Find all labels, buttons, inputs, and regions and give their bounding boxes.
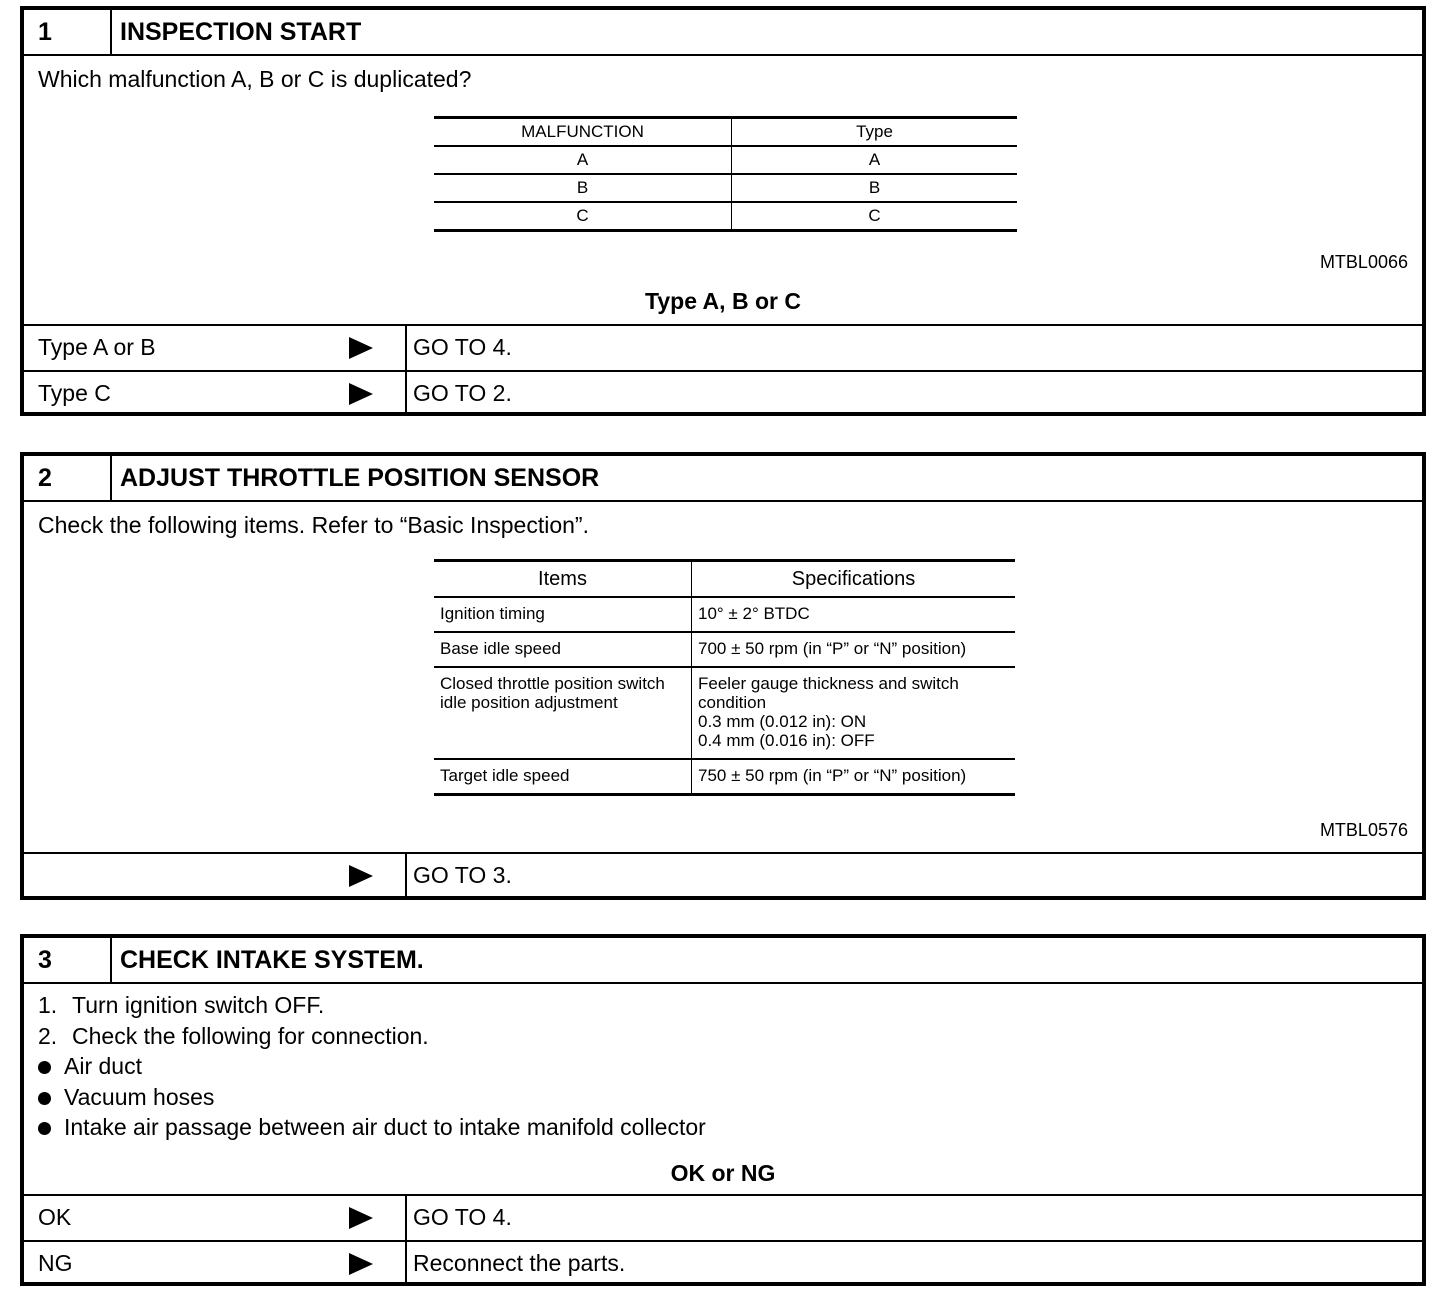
- result-action: GO TO 4.: [413, 334, 512, 360]
- table-cell: Base idle speed: [434, 632, 692, 667]
- step-3-body: [24, 984, 1422, 1196]
- table-row: [434, 632, 1015, 667]
- table-cell: Target idle speed: [434, 759, 692, 795]
- instruction-list: [38, 990, 706, 1143]
- step-2-result-row: [24, 854, 1422, 898]
- step-1-prompt: Which malfunction A, B or C is duplicated?: [38, 66, 472, 92]
- instruction-item: [38, 990, 706, 1021]
- table-cell: 10° ± 2° BTDC: [692, 597, 1016, 632]
- step-2-number: 2: [24, 456, 112, 500]
- result-condition-label: Type A or B: [38, 334, 156, 360]
- result-condition: [24, 1242, 407, 1284]
- bullet-icon: [38, 1092, 51, 1105]
- bullet-item: [38, 1082, 706, 1113]
- step-3-box: [20, 934, 1426, 1286]
- table-row: [434, 667, 1015, 759]
- table-cell: B: [434, 174, 732, 202]
- step-2-header: [24, 456, 1422, 502]
- result-action: GO TO 4.: [413, 1204, 512, 1230]
- step-1-title: INSPECTION START: [120, 18, 362, 46]
- step-1-figure-code: MTBL0066: [1319, 252, 1408, 272]
- table-row: [434, 174, 1017, 202]
- step-1-result-row-c: [24, 370, 1422, 414]
- table-header-row: [434, 118, 1017, 147]
- arrow-right-icon: [349, 865, 373, 887]
- table-cell: 750 ± 50 rpm (in “P” or “N” position): [698, 766, 967, 785]
- step-2-box: [20, 452, 1426, 900]
- bullet-icon: [38, 1122, 51, 1135]
- bullet-icon: [38, 1061, 51, 1074]
- step-1-box: [20, 6, 1426, 416]
- instruction-text: Turn ignition switch OFF.: [72, 992, 325, 1018]
- result-condition-label: OK: [38, 1204, 72, 1230]
- step-2-body: [24, 502, 1422, 854]
- table-row: [434, 597, 1015, 632]
- table-cell: C: [434, 202, 732, 231]
- table-cell: Feeler gauge thickness and switch condition 0.3 mm (0.012 in): ON 0.4 mm (0.016 in): OFF: [692, 667, 1016, 759]
- step-3-result-row-ng: [24, 1240, 1422, 1284]
- table-header-row: [434, 561, 1015, 598]
- step-1-number: 1: [24, 10, 112, 54]
- instruction-number: 2.: [38, 1022, 58, 1049]
- result-action: GO TO 2.: [413, 380, 512, 406]
- malfunction-type-table: [434, 116, 1017, 232]
- arrow-right-icon: [349, 1207, 373, 1229]
- arrow-right-icon: [349, 383, 373, 405]
- table-cell: Closed throttle position switch idle position adjustment: [434, 667, 692, 759]
- step-3-title: CHECK INTAKE SYSTEM.: [120, 946, 424, 974]
- step-1-header: [24, 10, 1422, 56]
- result-condition-label: Type C: [38, 380, 111, 406]
- step-3-number: 3: [24, 938, 112, 982]
- result-condition-label: NG: [38, 1250, 73, 1276]
- table-cell: A: [732, 146, 1018, 174]
- table-header-type: Type: [732, 118, 1018, 147]
- step-2-figure-code: MTBL0576: [1319, 820, 1408, 840]
- step-3-header: [24, 938, 1422, 984]
- table-header-malfunction: MALFUNCTION: [434, 118, 732, 147]
- specifications-table: [434, 559, 1015, 796]
- step-2-prompt: Check the following items. Refer to “Basic Inspection”.: [38, 512, 589, 538]
- bullet-text: Vacuum hoses: [64, 1083, 215, 1110]
- result-action: GO TO 3.: [413, 862, 512, 888]
- table-cell: B: [732, 174, 1018, 202]
- table-cell: 700 ± 50 rpm (in “P” or “N” position): [692, 632, 1016, 667]
- table-row: [434, 202, 1017, 231]
- result-action: Reconnect the parts.: [413, 1250, 626, 1276]
- instruction-number: 1.: [38, 992, 58, 1018]
- result-condition: [24, 372, 407, 414]
- step-1-question: Type A, B or C: [645, 288, 801, 314]
- instruction-item: [38, 1021, 706, 1052]
- step-3-result-row-ok: [24, 1196, 1422, 1240]
- table-cell: Ignition timing: [434, 597, 692, 632]
- table-header-items: Items: [434, 561, 692, 598]
- instruction-text: Check the following for connection.: [72, 1022, 429, 1049]
- bullet-item: [38, 1112, 706, 1143]
- arrow-right-icon: [349, 1253, 373, 1275]
- table-cell: A: [434, 146, 732, 174]
- bullet-text: Air duct: [64, 1053, 142, 1079]
- result-condition: [24, 326, 407, 370]
- step-1-body: [24, 56, 1422, 326]
- table-header-specifications: Specifications: [692, 561, 1016, 598]
- table-row: [434, 759, 1015, 795]
- table-row: [434, 146, 1017, 174]
- bullet-text: Intake air passage between air duct to intake manifold collector: [64, 1114, 706, 1140]
- bullet-item: [38, 1051, 706, 1082]
- table-cell: C: [868, 206, 881, 225]
- step-3-question: OK or NG: [670, 1160, 776, 1186]
- step-2-title: ADJUST THROTTLE POSITION SENSOR: [120, 464, 600, 492]
- step-1-result-row-a-b: [24, 326, 1422, 370]
- result-condition: [24, 854, 407, 898]
- arrow-right-icon: [349, 337, 373, 359]
- result-condition: [24, 1196, 407, 1240]
